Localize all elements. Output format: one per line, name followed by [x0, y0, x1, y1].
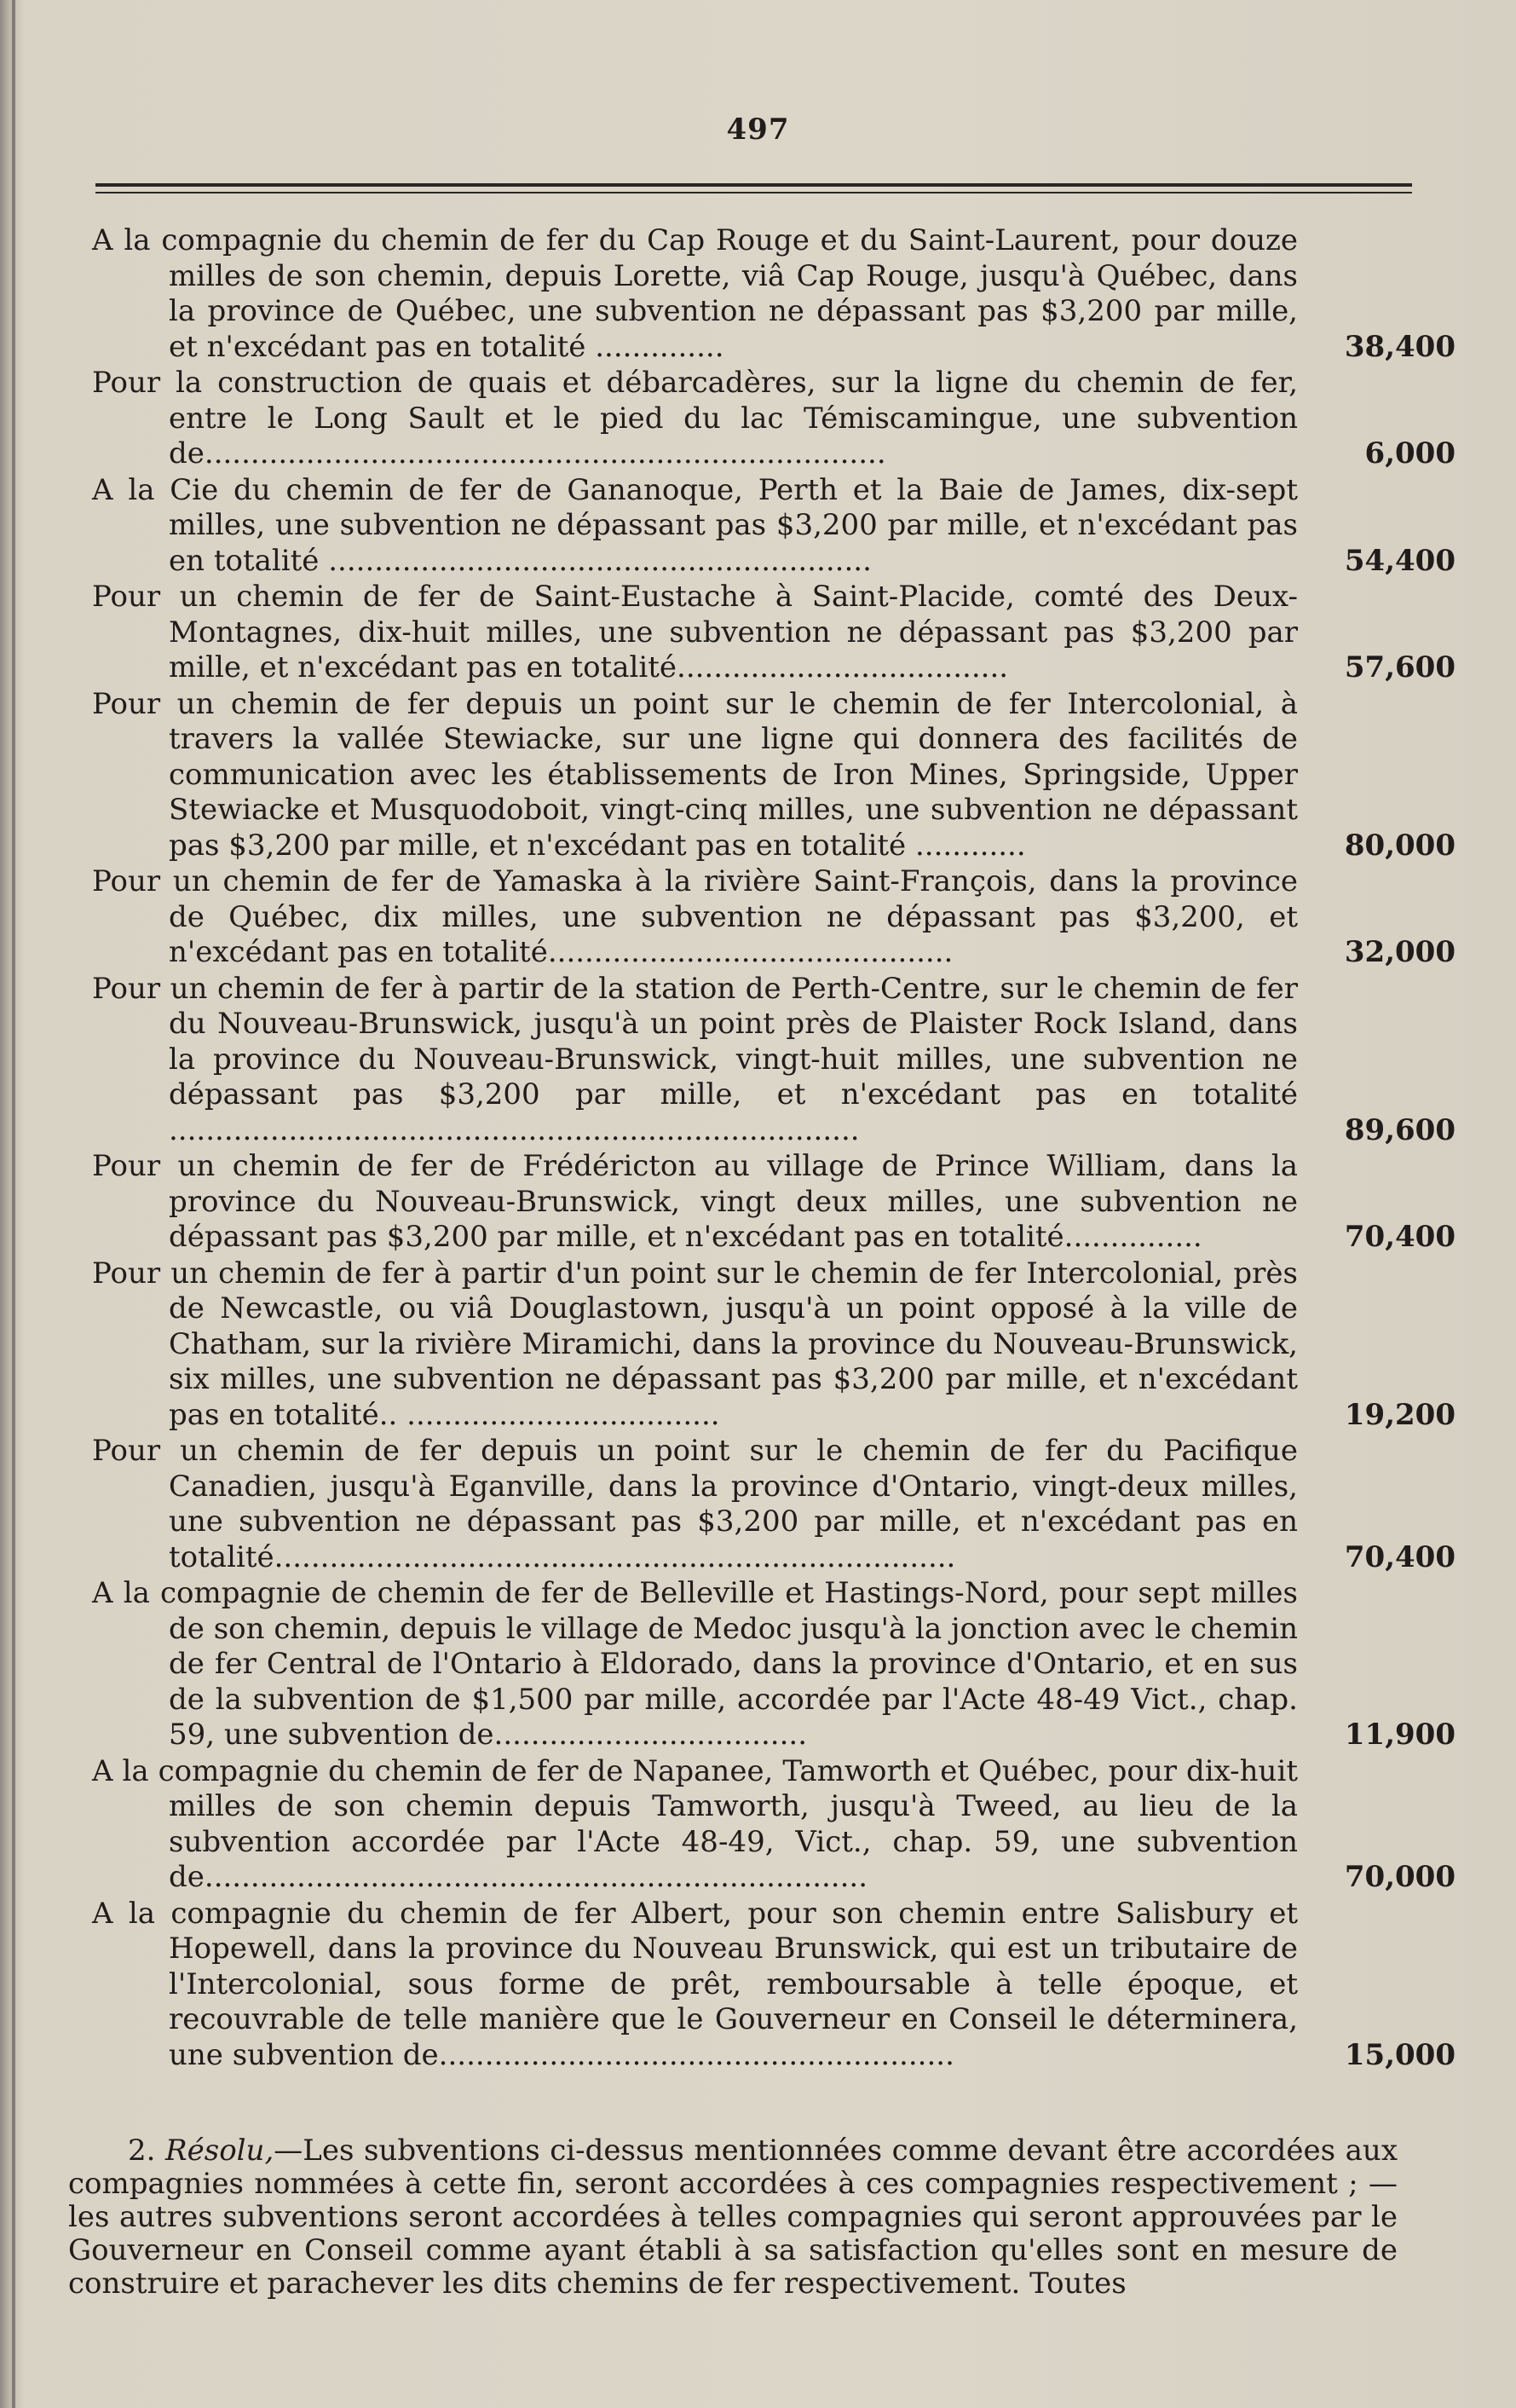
subsidy-amount: 11,900: [1344, 1718, 1455, 1752]
subsidy-amount: 70,400: [1344, 1220, 1455, 1254]
subsidy-amount: 54,400: [1344, 543, 1455, 578]
subsidy-description: Pour un chemin de fer à partir d'un point sur le chemin de fer Intercolonial, près de Newcastle, ou viâ Douglastown, jusqu'à un point opposé à la ville de Chatham, sur la rivière Miramichi, dans la province du Nouveau-Brunswick, six milles, une subvention ne dépassant pas $3,200 par mille, et n'excédant pas en totalité.. ..................................: [92, 1256, 1298, 1432]
subsidy-amount: 80,000: [1344, 828, 1455, 863]
subsidy-entry: [92, 687, 1455, 864]
subsidy-entry: [92, 580, 1455, 686]
subsidy-amount: 15,000: [1344, 2037, 1455, 2072]
subsidy-amount: 70,000: [1344, 1860, 1455, 1894]
subsidy-description: A la Cie du chemin de fer de Gananoque, Perth et la Baie de James, dix-sept milles, une subvention ne dépassant pas $3,200 par mille, et n'excédant pas en totalité ...........................................................: [92, 472, 1298, 578]
subsidy-entry: [92, 1754, 1455, 1896]
subsidy-description: Pour un chemin de fer depuis un point sur le chemin de fer du Pacifique Canadien, jusqu'à Eganville, dans la province d'Ontario, vingt-deux milles, une subvention ne dépassant pas $3,200 par mille, et n'excédant pas en totalité..........................................................................: [92, 1434, 1298, 1574]
subsidy-entry: [92, 1897, 1455, 2074]
subsidy-amount: 19,200: [1344, 1397, 1455, 1432]
subsidy-amount: 32,000: [1344, 935, 1455, 969]
subsidy-entry: [92, 1434, 1455, 1575]
subsidy-description: Pour un chemin de fer de Yamaska à la rivière Saint-François, dans la province de Québec, dix milles, une subvention ne dépassant pas $3,200, et n'excédant pas en totalité............................................: [92, 864, 1298, 969]
subsidy-amount: 57,600: [1344, 650, 1455, 684]
header-rule-thick: [95, 183, 1412, 187]
subsidy-amount: 6,000: [1364, 436, 1455, 471]
subsidy-amount: 89,600: [1344, 1112, 1455, 1147]
subsidy-description: Pour la construction de quais et débarcadères, sur la ligne du chemin de fer, entre le Long Sault et le pied du lac Témiscamingue, une subvention de..........................................................................: [92, 366, 1298, 471]
subsidy-entry: [92, 1576, 1455, 1753]
subsidy-entry: [92, 223, 1455, 365]
subsidy-entry: [92, 1149, 1455, 1256]
header-rule-thin: [95, 192, 1412, 193]
subsidy-description: Pour un chemin de fer à partir de la station de Perth-Centre, sur le chemin de fer du Nouveau-Brunswick, jusqu'à un point près de Plaister Rock Island, dans la province du Nouveau-Brunswick, vingt-huit milles, une subvention ne dépassant pas $3,200 par mille, et n'excédant pas en totalité ...........................................................................: [92, 971, 1298, 1147]
subsidy-amount: 38,400: [1344, 329, 1455, 364]
page-number: 497: [726, 113, 790, 147]
resolution-number: 2.: [128, 2134, 156, 2168]
subsidy-description: Pour un chemin de fer de Frédéricton au village de Prince William, dans la province du Nouveau-Brunswick, vingt deux milles, une subvention ne dépassant pas $3,200 par mille, et n'excédant pas en totalité...............: [92, 1149, 1298, 1254]
subsidy-entry: [92, 972, 1455, 1149]
subsidy-description: A la compagnie du chemin de fer Albert, pour son chemin entre Salisbury et Hopewell, dans la province du Nouveau Brunswick, qui est un tributaire de l'Intercolonial, sous forme de prêt, remboursable à telle époque, et recouvrable de telle manière que le Gouverneur en Conseil le déterminera, une subvention de........................................................: [92, 1896, 1298, 2072]
subsidy-description: A la compagnie du chemin de fer de Napanee, Tamworth et Québec, pour dix-huit milles de son chemin depuis Tamworth, jusqu'à Tweed, au lieu de la subvention accordée par l'Acte 48-49, Vict., chap. 59, une subvention de........................................................................: [92, 1753, 1298, 1894]
subsidy-entry: [92, 864, 1455, 971]
subsidy-list: [92, 223, 1455, 2074]
subsidy-description: A la compagnie du chemin de fer du Cap Rouge et du Saint-Laurent, pour douze milles de son chemin, depuis Lorette, viâ Cap Rouge, jusqu'à Québec, dans la province de Québec, une subvention ne dépassant pas $3,200 par mille, et n'excédant pas en totalité ..............: [92, 223, 1298, 364]
subsidy-amount: 70,400: [1344, 1539, 1455, 1574]
subsidy-description: Pour un chemin de fer de Saint-Eustache à Saint-Placide, comté des Deux-Montagnes, dix-huit milles, une subvention ne dépassant pas $3,200 par mille, et n'excédant pas en totalité....................................: [92, 580, 1298, 684]
subsidy-description: Pour un chemin de fer depuis un point sur le chemin de fer Intercolonial, à travers la vallée Stewiacke, sur une ligne qui donnera des facilités de communication avec les établissements de Iron Mines, Springside, Upper Stewiacke et Musquodoboit, vingt-cinq milles, une subvention ne dépassant pas $3,200 par mille, et n'excédant pas en totalité ............: [92, 686, 1298, 863]
resolution-text: —Les subventions ci-dessus mentionnées comme devant être accordées aux compagnies nommées à cette fin, seront accordées à ces compagnies respectivement ; —les autres subventions seront accordées à telles compagnies qui seront approuvées par le Gouverneur en Conseil comme ayant établi à sa satisfaction qu'elles sont en mesure de construire et parachever les dits chemins de fer respectivement. Toutes: [68, 2134, 1398, 2301]
binding-edge: [12, 0, 15, 2408]
resolution-paragraph: [68, 2134, 1398, 2301]
subsidy-entry: [92, 366, 1455, 472]
resolution-label: Résolu,: [165, 2134, 274, 2168]
subsidy-description: A la compagnie de chemin de fer de Belleville et Hastings-Nord, pour sept milles de son chemin, depuis le village de Medoc jusqu'à la jonction avec le chemin de fer Central de l'Ontario à Eldorado, dans la province d'Ontario, et en sus de la subvention de $1,500 par mille, accordée par l'Acte 48-49 Vict., chap. 59, une subvention de..................................: [92, 1576, 1298, 1752]
subsidy-entry: [92, 1256, 1455, 1434]
subsidy-entry: [92, 473, 1455, 580]
